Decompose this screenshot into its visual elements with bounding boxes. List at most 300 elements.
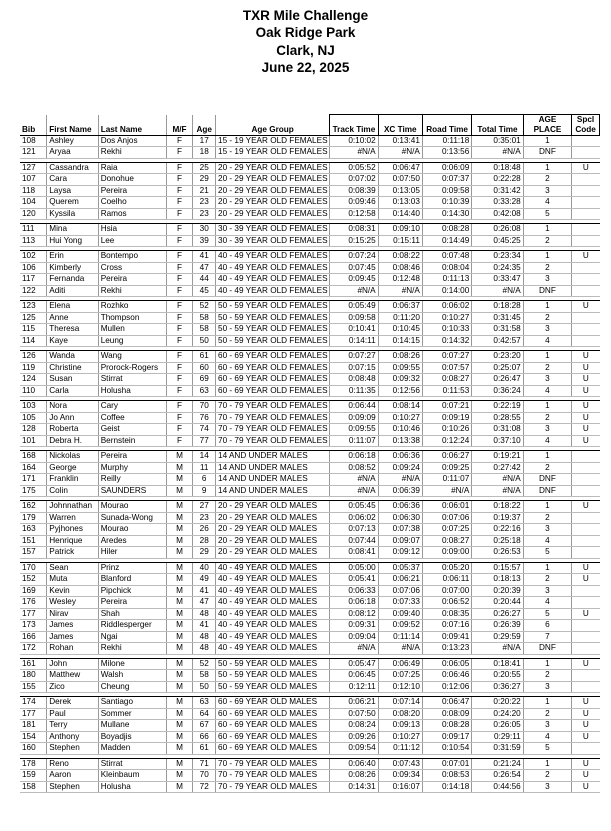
cell-track-time: 0:08:12 [330,608,378,620]
cell-track-time: 0:10:41 [330,324,378,336]
cell-special-code [572,174,600,186]
table-row [20,501,600,513]
cell-age-group: 14 AND UNDER MALES [216,474,330,486]
cell-age-group: 20 - 29 YEAR OLD MALES [216,535,330,547]
table-row [20,174,600,186]
cell-bib: 114 [20,335,47,347]
cell-age: 41 [193,251,216,263]
cell-total-time: 0:29:59 [472,631,523,643]
cell-age: 52 [193,658,216,670]
cell-track-time: #N/A [330,643,378,655]
cell-first-name: Anthony [47,731,98,743]
table-row [20,681,600,693]
cell-gender: M [166,585,193,597]
table-row [20,720,600,732]
table-row [20,147,600,159]
cell-age-group: 40 - 49 YEAR OLD MALES [216,608,330,620]
cell-age-group: 14 AND UNDER MALES [216,485,330,497]
cell-age-place: DNF [523,285,571,297]
cell-age: 48 [193,643,216,655]
cell-road-time: 0:11:18 [422,135,471,147]
cell-gender: M [166,597,193,609]
cell-first-name: Matthew [47,670,98,682]
cell-last-name: Geist [98,424,166,436]
cell-gender: M [166,574,193,586]
cell-track-time: #N/A [330,485,378,497]
cell-track-time: 0:10:02 [330,135,378,147]
cell-last-name: Mullen [98,324,166,336]
table-row [20,185,600,197]
cell-bib: 115 [20,324,47,336]
cell-xc-time: 0:10:27 [378,412,422,424]
cell-gender: F [166,362,193,374]
cell-age-group: 20 - 29 YEAR OLD FEMALES [216,197,330,209]
cell-age-place: 2 [523,670,571,682]
cell-bib: 124 [20,374,47,386]
cell-special-code [572,224,600,236]
cell-age-group: 20 - 29 YEAR OLD FEMALES [216,162,330,174]
cell-gender: M [166,681,193,693]
cell-gender: F [166,208,193,220]
cell-age-place: 1 [523,351,571,363]
cell-bib: 110 [20,385,47,397]
cell-age-group: 60 - 69 YEAR OLD MALES [216,731,330,743]
cell-age-group: 60 - 69 YEAR OLD MALES [216,743,330,755]
cell-special-code [572,597,600,609]
cell-xc-time: 0:07:43 [378,758,422,770]
cell-age-group: 20 - 29 YEAR OLD MALES [216,512,330,524]
cell-total-time: 0:23:20 [472,351,523,363]
cell-gender: M [166,697,193,709]
cell-gender: F [166,424,193,436]
cell-age: 47 [193,597,216,609]
cell-special-code [572,474,600,486]
cell-age-group: 40 - 49 YEAR OLD FEMALES [216,251,330,263]
cell-last-name: Reilly [98,474,166,486]
cell-bib: 103 [20,401,47,413]
cell-xc-time: 0:12:56 [378,385,422,397]
cell-special-code [572,235,600,247]
cell-age: 9 [193,485,216,497]
cell-special-code [572,535,600,547]
cell-age: 6 [193,474,216,486]
cell-first-name: Susan [47,374,98,386]
cell-age: 26 [193,524,216,536]
cell-last-name: Bontempo [98,251,166,263]
cell-first-name: Aaron [47,770,98,782]
cell-age: 72 [193,781,216,793]
cell-track-time: 0:12:58 [330,208,378,220]
cell-age-group: 20 - 29 YEAR OLD FEMALES [216,208,330,220]
cell-road-time: 0:09:19 [422,412,471,424]
cell-road-time: 0:08:09 [422,708,471,720]
table-row [20,135,600,147]
cell-bib: 102 [20,251,47,263]
cell-age: 30 [193,224,216,236]
cell-total-time: 0:20:39 [472,585,523,597]
col-first-name: First Name [47,115,98,136]
cell-track-time: #N/A [330,474,378,486]
cell-xc-time: 0:09:34 [378,770,422,782]
cell-gender: M [166,562,193,574]
cell-total-time: 0:36:24 [472,385,523,397]
cell-age-place: 2 [523,708,571,720]
cell-road-time: 0:13:23 [422,643,471,655]
cell-track-time: 0:09:46 [330,197,378,209]
cell-road-time: 0:10:39 [422,197,471,209]
cell-track-time: 0:05:47 [330,658,378,670]
cell-age-place: 4 [523,435,571,447]
cell-age: 70 [193,770,216,782]
page-title: TXR Mile Challenge [242,8,369,23]
cell-special-code [572,285,600,297]
cell-bib: 123 [20,301,47,313]
table-row [20,474,600,486]
cell-age: 58 [193,312,216,324]
cell-gender: M [166,658,193,670]
cell-age: 25 [193,162,216,174]
cell-special-code [572,185,600,197]
cell-age-group: 70 - 79 YEAR OLD FEMALES [216,435,330,447]
cell-age: 74 [193,424,216,436]
cell-road-time: 0:07:37 [422,174,471,186]
cell-age-place: 3 [523,185,571,197]
cell-age-place: DNF [523,485,571,497]
cell-age-group: 50 - 59 YEAR OLD MALES [216,681,330,693]
cell-age-place: 2 [523,312,571,324]
table-row [20,412,600,424]
cell-special-code: U [572,697,600,709]
cell-special-code: U [572,162,600,174]
cell-xc-time: 0:06:36 [378,451,422,463]
cell-age-place: 2 [523,262,571,274]
cell-gender: F [166,224,193,236]
cell-gender: M [166,485,193,497]
cell-age-group: 15 - 19 YEAR OLD FEMALES [216,135,330,147]
cell-last-name: Walsh [98,670,166,682]
cell-track-time: 0:11:07 [330,435,378,447]
table-row [20,362,600,374]
cell-age-group: 40 - 49 YEAR OLD MALES [216,562,330,574]
cell-age-place: 2 [523,174,571,186]
cell-road-time: 0:10:54 [422,743,471,755]
table-row [20,574,600,586]
table-row [20,251,600,263]
cell-gender: M [166,631,193,643]
cell-age-group: 40 - 49 YEAR OLD MALES [216,597,330,609]
cell-total-time: 0:18:13 [472,574,523,586]
cell-age-group: 40 - 49 YEAR OLD MALES [216,631,330,643]
cell-total-time: 0:26:53 [472,547,523,559]
cell-age: 66 [193,731,216,743]
col-track-time: Track Time [330,115,378,136]
venue-location: Clark, NJ [276,43,335,58]
cell-special-code [572,262,600,274]
cell-last-name: SAUNDERS [98,485,166,497]
cell-xc-time: 0:09:07 [378,535,422,547]
cell-road-time: 0:07:01 [422,758,471,770]
cell-age-group: 40 - 49 YEAR OLD FEMALES [216,262,330,274]
cell-xc-time: 0:06:36 [378,501,422,513]
cell-track-time: 0:09:55 [330,424,378,436]
table-row [20,620,600,632]
cell-xc-time: 0:14:15 [378,335,422,347]
table-row [20,708,600,720]
cell-last-name: Aredes [98,535,166,547]
cell-gender: F [166,412,193,424]
cell-special-code: U [572,435,600,447]
cell-gender: F [166,435,193,447]
cell-xc-time: 0:09:10 [378,224,422,236]
table-row [20,643,600,655]
cell-bib: 126 [20,351,47,363]
col-gender: M/F [166,115,193,136]
cell-first-name: Jo Ann [47,412,98,424]
cell-last-name: Coffee [98,412,166,424]
cell-first-name: Warren [47,512,98,524]
cell-track-time: 0:07:02 [330,174,378,186]
cell-first-name: Christine [47,362,98,374]
cell-age-group: 50 - 59 YEAR OLD MALES [216,670,330,682]
cell-special-code: U [572,385,600,397]
cell-age-place: 1 [523,758,571,770]
cell-total-time: 0:27:42 [472,462,523,474]
cell-total-time: 0:18:28 [472,301,523,313]
cell-track-time: 0:09:26 [330,731,378,743]
cell-road-time: 0:07:25 [422,524,471,536]
cell-age-place: 3 [523,374,571,386]
cell-bib: 111 [20,224,47,236]
cell-age: 58 [193,670,216,682]
cell-age-place: DNF [523,643,571,655]
cell-first-name: Kimberly [47,262,98,274]
cell-age: 60 [193,362,216,374]
cell-age-group: 60 - 69 YEAR OLD MALES [216,720,330,732]
cell-age: 58 [193,324,216,336]
cell-xc-time: 0:11:12 [378,743,422,755]
cell-xc-time: 0:07:50 [378,174,422,186]
cell-road-time: 0:06:05 [422,658,471,670]
cell-gender: M [166,720,193,732]
table-row [20,562,600,574]
cell-first-name: Nirav [47,608,98,620]
cell-road-time: 0:07:00 [422,585,471,597]
cell-gender: M [166,501,193,513]
cell-last-name: Sommer [98,708,166,720]
cell-gender: M [166,608,193,620]
cell-road-time: 0:14:49 [422,235,471,247]
cell-age-place: 2 [523,462,571,474]
cell-age-place: 2 [523,362,571,374]
cell-last-name: Prorock-Rogers [98,362,166,374]
cell-bib: 104 [20,197,47,209]
cell-total-time: 0:31:58 [472,324,523,336]
cell-track-time: 0:08:39 [330,185,378,197]
cell-special-code: U [572,362,600,374]
cell-first-name: Roberta [47,424,98,436]
table-row [20,585,600,597]
cell-xc-time: 0:13:38 [378,435,422,447]
cell-track-time: 0:08:41 [330,547,378,559]
cell-age-place: 1 [523,451,571,463]
cell-total-time: 0:19:37 [472,512,523,524]
cell-special-code: U [572,401,600,413]
cell-total-time: 0:25:18 [472,535,523,547]
cell-road-time: 0:09:17 [422,731,471,743]
cell-age-group: 60 - 69 YEAR OLD FEMALES [216,362,330,374]
cell-age: 67 [193,720,216,732]
cell-last-name: Milone [98,658,166,670]
cell-age-group: 60 - 69 YEAR OLD MALES [216,708,330,720]
cell-age-place: 3 [523,424,571,436]
cell-last-name: Shah [98,608,166,620]
table-row [20,758,600,770]
cell-road-time: 0:08:27 [422,535,471,547]
cell-age: 14 [193,451,216,463]
cell-first-name: Aryaa [47,147,98,159]
cell-last-name: Leung [98,335,166,347]
cell-gender: F [166,174,193,186]
cell-last-name: Stirrat [98,758,166,770]
cell-age-place: 2 [523,770,571,782]
cell-gender: M [166,670,193,682]
cell-total-time: 0:26:47 [472,374,523,386]
cell-total-time: #N/A [472,147,523,159]
cell-first-name: Mina [47,224,98,236]
cell-last-name: Madden [98,743,166,755]
header-row [20,115,600,136]
cell-special-code [572,743,600,755]
cell-track-time: 0:12:11 [330,681,378,693]
cell-first-name: Laysa [47,185,98,197]
cell-last-name: Dos Anjos [98,135,166,147]
cell-gender: F [166,324,193,336]
cell-xc-time: #N/A [378,643,422,655]
cell-age: 11 [193,462,216,474]
cell-first-name: Franklin [47,474,98,486]
cell-total-time: 0:22:28 [472,174,523,186]
cell-bib: 171 [20,474,47,486]
venue-name: Oak Ridge Park [255,25,356,40]
cell-track-time: 0:14:31 [330,781,378,793]
cell-road-time: 0:07:21 [422,401,471,413]
cell-special-code [572,631,600,643]
cell-xc-time: 0:11:14 [378,631,422,643]
cell-xc-time: 0:16:07 [378,781,422,793]
table-row [20,743,600,755]
cell-road-time: 0:14:30 [422,208,471,220]
cell-total-time: 0:36:27 [472,681,523,693]
cell-xc-time: 0:15:11 [378,235,422,247]
cell-last-name: Riddlesperger [98,620,166,632]
cell-bib: 101 [20,435,47,447]
cell-age-group: 60 - 69 YEAR OLD FEMALES [216,351,330,363]
cell-special-code [572,512,600,524]
cell-track-time: 0:07:45 [330,262,378,274]
cell-special-code [572,620,600,632]
table-row [20,451,600,463]
cell-gender: F [166,235,193,247]
cell-xc-time: 0:05:37 [378,562,422,574]
cell-track-time: 0:06:18 [330,451,378,463]
table-row [20,535,600,547]
cell-total-time: 0:26:39 [472,620,523,632]
cell-bib: 177 [20,608,47,620]
cell-first-name: Aditi [47,285,98,297]
cell-special-code [572,524,600,536]
cell-total-time: 0:31:45 [472,312,523,324]
cell-track-time: 0:08:48 [330,374,378,386]
cell-track-time: 0:11:35 [330,385,378,397]
cell-last-name: Rekhi [98,147,166,159]
cell-gender: F [166,135,193,147]
cell-last-name: Wang [98,351,166,363]
cell-age-place: 5 [523,608,571,620]
cell-track-time: 0:05:45 [330,501,378,513]
cell-age-place: 4 [523,385,571,397]
cell-age: 63 [193,385,216,397]
cell-total-time: 0:24:20 [472,708,523,720]
cell-total-time: 0:26:54 [472,770,523,782]
cell-special-code: U [572,708,600,720]
cell-total-time: 0:42:57 [472,335,523,347]
table-row [20,631,600,643]
cell-road-time: 0:07:27 [422,351,471,363]
cell-special-code [572,462,600,474]
cell-age-place: 2 [523,574,571,586]
cell-bib: 174 [20,697,47,709]
cell-gender: M [166,620,193,632]
col-xc-time: XC Time [378,115,422,136]
cell-road-time: 0:09:00 [422,547,471,559]
table-row [20,351,600,363]
cell-bib: 164 [20,462,47,474]
cell-special-code [572,547,600,559]
cell-gender: F [166,274,193,286]
cell-first-name: Hui Yong [47,235,98,247]
cell-gender: M [166,758,193,770]
cell-age-group: 20 - 29 YEAR OLD MALES [216,524,330,536]
cell-first-name: Erin [47,251,98,263]
cell-xc-time: 0:07:25 [378,670,422,682]
cell-road-time: 0:12:06 [422,681,471,693]
cell-xc-time: 0:12:48 [378,274,422,286]
cell-total-time: 0:26:27 [472,608,523,620]
cell-age: 17 [193,135,216,147]
cell-xc-time: 0:10:46 [378,424,422,436]
cell-bib: 152 [20,574,47,586]
cell-last-name: Raia [98,162,166,174]
cell-first-name: Sean [47,562,98,574]
cell-xc-time: 0:08:14 [378,401,422,413]
cell-special-code [572,485,600,497]
cell-age-group: 15 - 19 YEAR OLD FEMALES [216,147,330,159]
cell-track-time: 0:06:40 [330,758,378,770]
cell-first-name: James [47,620,98,632]
cell-bib: 105 [20,412,47,424]
cell-road-time: #N/A [422,485,471,497]
cell-xc-time: 0:06:21 [378,574,422,586]
cell-special-code [572,147,600,159]
cell-track-time: 0:09:09 [330,412,378,424]
cell-first-name: Nora [47,401,98,413]
cell-xc-time: 0:13:41 [378,135,422,147]
cell-bib: 117 [20,274,47,286]
table-row [20,781,600,793]
cell-age-group: 30 - 39 YEAR OLD FEMALES [216,235,330,247]
table-row [20,512,600,524]
cell-total-time: 0:31:42 [472,185,523,197]
